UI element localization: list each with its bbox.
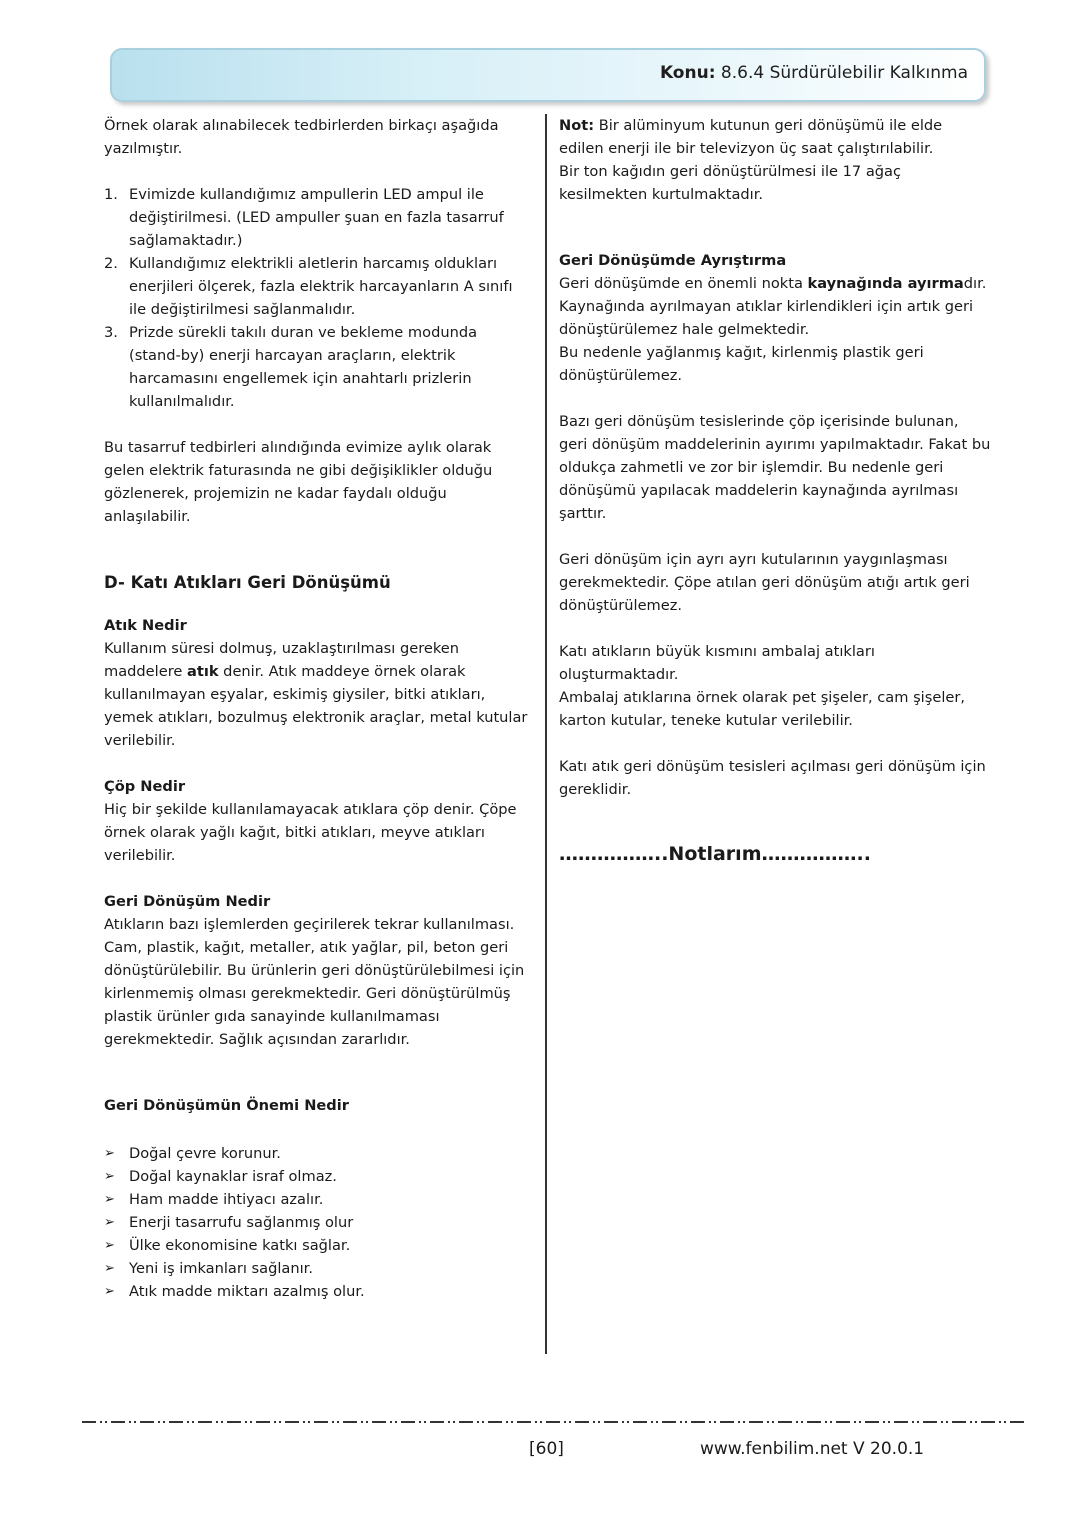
list-item [104,1211,532,1234]
item-text: Doğal çevre korunur. [129,1145,281,1162]
ayristirma-rest2: Bu nedenle yağlanmış kağıt, kirlenmiş plastik geri dönüştürülemez. [559,344,924,384]
item-number: 2. [104,255,118,272]
left-column [104,114,532,1303]
arrow-bullet-icon: ➢ [104,1192,115,1207]
atik-bold: atık [187,663,219,680]
arrow-bullet-icon: ➢ [104,1284,115,1299]
intro-text: Örnek olarak alınabilecek tedbirlerden birkaçı aşağıda yazılmıştır. [104,117,499,157]
geri-donusum-heading: Geri Dönüşüm Nedir [104,893,271,910]
ambalaj-example: Ambalaj atıklarına örnek olarak pet şişeler, cam şişeler, karton kutular, teneke kutular verilebilir. [559,689,965,729]
topic-name: 8.6.4 Sürdürülebilir Kalkınma [720,63,968,83]
item-text: Evimizde kullandığımız ampullerin LED ampul ile değiştirilmesi. (LED ampuller şuan en fazla tasarruf sağlamaktadır.) [129,186,504,249]
notes-title: ……………..Notlarım…………….. [559,843,871,865]
item-number: 3. [104,324,118,341]
item-text: Prizde sürekli takılı duran ve bekleme modunda (stand-by) enerji harcayan araçların, elektrik harcamasını engellemek için anahtarlı prizlerin kullanılmalıdır. [129,324,478,410]
item-text: Ülke ekonomisine katkı sağlar. [129,1237,351,1254]
atik-text [104,637,532,752]
arrow-bullet-icon: ➢ [104,1169,115,1184]
column-divider [545,114,547,1354]
ayristirma-text-part: Geri dönüşümde en önemli nokta [559,275,808,292]
arrow-bullet-icon: ➢ [104,1215,115,1230]
arrow-bullet-icon: ➢ [104,1238,115,1253]
item-text: Kullandığımız elektrikli aletlerin harcamış oldukları enerjileri ölçerek, fazla elektrik harcayanların A sınıfı ile değiştirilmesi sağlanmalıdır. [129,255,513,318]
paper-recycling-text: Bir ton kağıdın geri dönüştürülmesi ile 17 ağaç kesilmekten kurtulmaktadır. [559,163,902,203]
list-item [104,1257,532,1280]
ayristirma-text [559,272,991,295]
footer-dashed-line [82,1421,1024,1423]
ayristirma-text-part: dır. [963,275,987,292]
item-text: Doğal kaynaklar israf olmaz. [129,1168,337,1185]
topic-label: Konu: [659,63,716,83]
list-item [104,1188,532,1211]
item-text: Ham madde ihtiyacı azalır. [129,1191,324,1208]
onem-list [104,1142,532,1303]
cop-heading: Çöp Nedir [104,778,186,795]
note-text: Bir alüminyum kutunun geri dönüşümü ile elde edilen enerji ile bir televizyon üç saat çalıştırılabilir. [559,117,943,157]
atik-text-part: denir. Atık maddeye örnek olarak kullanılmayan eşyalar, eskimiş giysiler, bitki atıkları, yemek atıkları, bozulmuş elektronik araçlar, metal kutular verilebilir. [104,663,528,749]
list-item [104,183,532,252]
item-text: Atık madde miktarı azalmış olur. [129,1283,365,1300]
ayristirma-bold: kaynağında ayırma [807,275,964,292]
ayristirma-rest: Kaynağında ayrılmayan atıklar kirlendikleri için artık geri dönüştürülemez hale gelmektedir. [559,298,974,338]
arrow-bullet-icon: ➢ [104,1261,115,1276]
list-item [104,1280,532,1303]
section-title: D- Katı Atıkları Geri Dönüşümü [104,573,391,592]
list-item [104,1142,532,1165]
note-paragraph [559,114,991,160]
list-item [104,1234,532,1257]
saving-tips-list [104,183,532,413]
website-version: www.fenbilim.net V 20.0.1 [700,1439,925,1459]
header-banner [110,48,986,102]
item-number: 1. [104,186,118,203]
list-item [104,1165,532,1188]
page-number: [60] [529,1439,564,1459]
topic-title [660,63,968,83]
arrow-bullet-icon: ➢ [104,1146,115,1161]
tesis-paragraph: Bazı geri dönüşüm tesislerinde çöp içerisinde bulunan, geri dönüşüm maddelerinin ayırımı yapılmaktadır. Fakat bu oldukça zahmetli ve zor bir işlemdir. Bu nedenle geri dönüşümü yapılacak maddelerin kaynağında ayrılması şarttır. [559,413,991,522]
list-item [104,321,532,413]
ambalaj-paragraph: Katı atıkların büyük kısmını ambalaj atıkları oluşturmaktadır. [559,643,875,683]
savings-paragraph: Bu tasarruf tedbirleri alındığında evimize aylık olarak gelen elektrik faturasında ne gibi değişiklikler olduğu gözlenerek, projemizin ne kadar faydalı olduğu anlaşılabilir. [104,439,493,525]
tesis-acilma-text: Katı atık geri dönüşüm tesisleri açılması geri dönüşüm için gereklidir. [559,758,986,798]
geri-donusum-text: Atıkların bazı işlemlerden geçirilerek tekrar kullanılması. Cam, plastik, kağıt, metaller, atık yağlar, pil, beton geri dönüştürülebilir. Bu ürünlerin geri dönüştürülebilmesi için kirlenmemiş olması gerekmektedir. Geri dönüştürülmüş plastik ürünler gıda sanayinde kullanılmaması gerekmektedir. Sağlık açısından zararlıdır. [104,916,525,1048]
list-item [104,252,532,321]
cop-text: Hiç bir şekilde kullanılamayacak atıklara çöp denir. Çöpe örnek olarak yağlı kağıt, bitki atıkları, meyve atıkları verilebilir. [104,801,517,864]
kutular-paragraph: Geri dönüşüm için ayrı ayrı kutularının yaygınlaşması gerekmektedir. Çöpe atılan geri dönüşüm atığı artık geri dönüştürülemez. [559,551,970,614]
right-column [559,114,991,867]
item-text: Yeni iş imkanları sağlanır. [129,1260,313,1277]
atik-text-part: Kullanım süresi dolmuş, uzaklaştırılması gereken maddelere [104,640,460,680]
onem-heading: Geri Dönüşümün Önemi Nedir [104,1097,349,1114]
ayristirma-heading: Geri Dönüşümde Ayrıştırma [559,252,787,269]
atik-heading: Atık Nedir [104,617,187,634]
note-label: Not: [559,117,595,134]
item-text: Enerji tasarrufu sağlanmış olur [129,1214,354,1231]
